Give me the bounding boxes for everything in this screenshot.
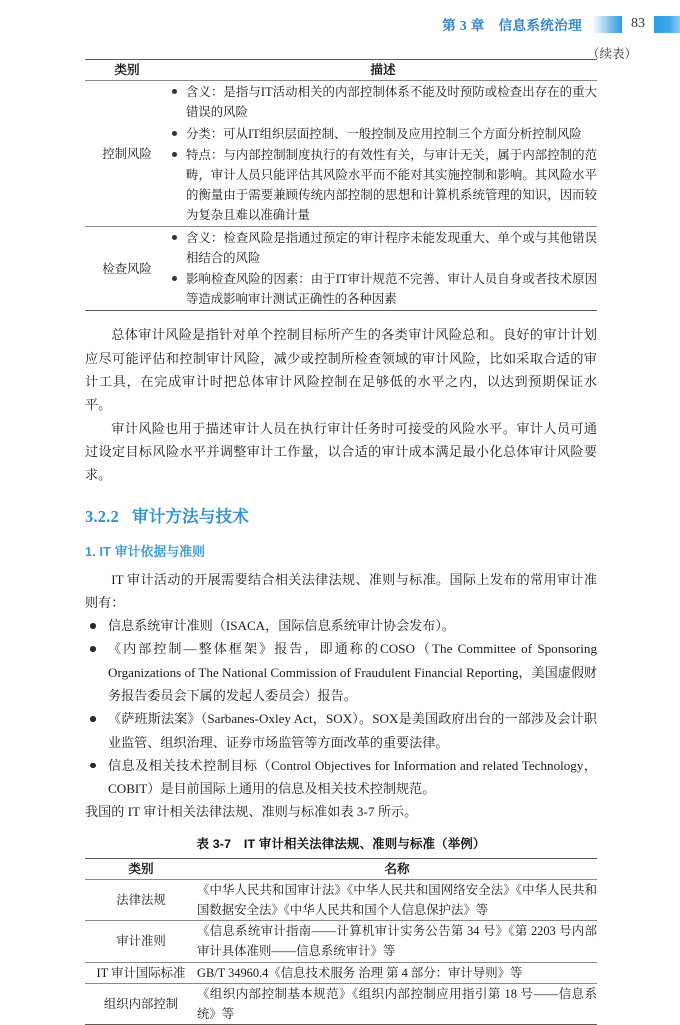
laws-name-international: GB/T 34960.4《信息技术服务 治理 第 4 部分：审计导则》等 bbox=[197, 965, 523, 980]
running-header-chapter: 第 3 章 信息系统治理 bbox=[442, 18, 582, 33]
table-row bbox=[85, 81, 597, 227]
laws-category-internal-control: 组织内部控制 bbox=[103, 996, 179, 1011]
paragraph-china-laws-intro: 我国的 IT 审计相关法律法规、准则与标准如表 3-7 所示。 bbox=[85, 804, 418, 820]
laws-table-col-category: 类别 bbox=[128, 861, 154, 876]
risk-table-col-category: 类别 bbox=[114, 63, 140, 77]
list-item: 含义：是指与IT活动相关的内部控制体系不能及时预防或检查出存在的重大错误的风险 bbox=[169, 82, 597, 122]
risk-description-detection bbox=[169, 227, 597, 311]
audit-standards-list bbox=[85, 614, 597, 800]
table-row bbox=[85, 983, 597, 1024]
header-accent-bar-right bbox=[654, 16, 680, 33]
list-item-isaca: 信息系统审计准则（ISACA，国际信息系统审计协会发布）。 bbox=[85, 614, 597, 637]
list-item-cobit: 信息及相关技术控制目标（Control Objectives for Information and related Technology，COBIT）是目前国际上通用的信息及相关技术控制规范。 bbox=[85, 754, 597, 801]
risk-table-col-description: 描述 bbox=[370, 63, 396, 77]
laws-name-internal-control: 《组织内部控制基本规范》《组织内部控制应用指引第 18 号——信息系统》等 bbox=[197, 986, 597, 1021]
page-number: 83 bbox=[631, 16, 645, 31]
subsection-heading: 1. IT 审计依据与准则 bbox=[85, 543, 206, 559]
table-row bbox=[85, 962, 597, 983]
laws-category-regulations: 法律法规 bbox=[116, 893, 166, 908]
laws-category-audit-standards: 审计准则 bbox=[116, 934, 166, 949]
section-heading bbox=[85, 503, 597, 527]
continued-table-label: （续表） bbox=[586, 47, 637, 61]
risk-category-control: 控制风险 bbox=[102, 146, 152, 161]
section-number: 3.2.2 bbox=[85, 506, 119, 526]
list-item: 特点：与内部控制制度执行的有效性有关，与审计无关，属于内部控制的范畴，审计人员只能评估其风险水平而不能对其实施控制和影响。其风险水平的衡量由于需要兼顾传统内部控制的思想和计算机系统管理的知识，因而较为复杂且难以准确计量 bbox=[169, 145, 597, 225]
bullet-list bbox=[169, 82, 597, 225]
content-column bbox=[85, 0, 597, 1025]
table-caption-3-7: 表 3-7 IT 审计相关法律法规、准则与标准（举例） bbox=[196, 836, 486, 851]
list-item-sox: 《萨班斯法案》（Sarbanes-Oxley Act，SOX）。SOX是美国政府出台的一部涉及会计职业监管、组织治理、证券市场监管等方面改革的重要法律。 bbox=[85, 707, 597, 754]
list-item-coso: 《内部控制—整体框架》报告，即通称的COSO（The Committee of Sponsoring Organizations of The National Commission of Fraudulent Financial Reporting，美国虚假财务报告委员会下属的发起人委员会）报告。 bbox=[85, 637, 597, 707]
list-item: 影响检查风险的因素：由于IT审计规范不完善、审计人员自身或者技术原因等造成影响审计测试正确性的各种因素 bbox=[169, 269, 597, 309]
table-header-row bbox=[85, 858, 597, 879]
laws-category-international: IT 审计国际标准 bbox=[96, 965, 186, 980]
table-row bbox=[85, 921, 597, 962]
list-item: 含义：检查风险是指通过预定的审计程序未能发现重大、单个或与其他错误相结合的风险 bbox=[169, 228, 597, 268]
table-row bbox=[85, 227, 597, 311]
paragraph-overall-audit-risk: 总体审计风险是指针对单个控制目标所产生的各类审计风险总和。良好的审计计划应尽可能评估和控制审计风险，减少或控制所检查领域的审计风险，比如采取合适的审计工具，在完成审计时把总体审计风险控制在足够低的水平之内，以达到预期保证水平。 bbox=[85, 327, 597, 413]
list-item: 分类：可从IT组织层面控制、一般控制及应用控制三个方面分析控制风险 bbox=[169, 124, 597, 144]
risk-description-control bbox=[169, 81, 597, 227]
laws-name-audit-standards: 《信息系统审计指南——计算机审计实务公告第 34 号》《第 2203 号内部审计具体准则——信息系统审计》等 bbox=[197, 924, 597, 959]
laws-table-col-name: 名称 bbox=[384, 861, 410, 876]
table-row bbox=[85, 880, 597, 921]
paragraph-audit-standards-intro: IT 审计活动的开展需要结合相关法律法规、准则与标准。国际上发布的常用审计准则有： bbox=[85, 571, 597, 610]
laws-name-regulations: 《中华人民共和国审计法》《中华人民共和国网络安全法》《中华人民共和国数据安全法》《中华人民共和国个人信息保护法》等 bbox=[197, 883, 597, 918]
section-title: 审计方法与技术 bbox=[132, 507, 249, 526]
paragraph-acceptable-risk-level: 审计风险也用于描述审计人员在执行审计任务时可接受的风险水平。审计人员可通过设定目标风险水平并调整审计工作量，以合适的审计成本满足最小化总体审计风险要求。 bbox=[85, 420, 597, 483]
bullet-list bbox=[169, 228, 597, 309]
risk-types-table bbox=[85, 59, 597, 311]
risk-category-detection: 检查风险 bbox=[102, 261, 152, 276]
laws-standards-table bbox=[85, 858, 597, 1025]
table-header-row bbox=[85, 60, 597, 81]
